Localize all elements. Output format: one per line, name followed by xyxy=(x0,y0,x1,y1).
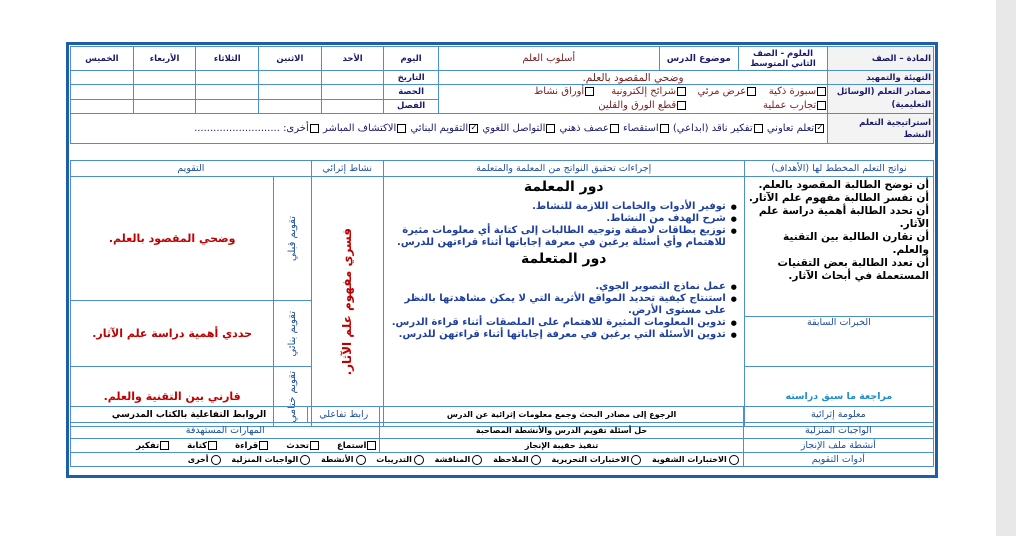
resource-item: قطع الورق والقلين xyxy=(567,99,687,113)
radio-icon xyxy=(414,455,424,465)
radio-icon xyxy=(300,455,310,465)
teacher-role-item: ● توفير الأدوات والخامات اللازمة للنشاط. xyxy=(388,201,726,213)
procedures-cell xyxy=(383,177,744,427)
homework-value: حل أسئلة تقويم الدرس والأنشطة المصاحبة xyxy=(380,423,743,439)
checkbox-icon xyxy=(677,87,686,96)
resource-item: شرائح إلكترونية xyxy=(595,85,687,99)
strategy-item: أخرى: ........................... xyxy=(194,123,320,134)
skill-item: استماع xyxy=(337,441,377,451)
skill-item: كتابة xyxy=(187,441,218,451)
strategy-item: ✓تعلم تعاوني xyxy=(767,123,825,134)
learner-role-item: ● تدوين المعلومات المثيرة للاهتمام على الملصقات أثناء قراءة الدرس. xyxy=(388,317,726,329)
strategy-item: عصف ذهني xyxy=(560,123,620,134)
resources-label: مصادر التعلم (الوسائل التعليمية) xyxy=(828,85,934,114)
lesson-header-table xyxy=(70,46,934,144)
portfolio-label: أنشطة ملف الإنجاز xyxy=(743,439,933,453)
evaluation-header: التقويم xyxy=(71,161,312,177)
day-sunday: الأحد xyxy=(321,47,384,71)
strategies-label: استراتيجية التعلم النشط xyxy=(828,114,934,144)
outcomes-header: نواتج التعلم المخطط لها (الأهداف) xyxy=(744,161,933,177)
strategy-item: استقصاء xyxy=(623,123,670,134)
resource-item: عرض مرئي xyxy=(687,85,757,99)
strategy-item: تفكير ناقد (ابداعي) xyxy=(673,123,764,134)
skills-label: المهارات المستهدفة xyxy=(71,423,380,439)
tool-item: الواجبات المنزلية xyxy=(231,455,312,464)
checkbox-icon xyxy=(310,441,319,450)
enrich-label: معلومة إثرائية xyxy=(743,407,933,423)
learner-role-item: ● تدوين الأسئلة التي يرغبن في معرفة إجاباتها أثناء قراءتهن للدرس. xyxy=(388,329,726,341)
prior-label: الخبرات السابقة xyxy=(744,317,933,367)
skill-item: تفكير xyxy=(136,441,170,451)
resources-cell xyxy=(438,85,827,114)
radio-icon xyxy=(631,455,641,465)
day-label: اليوم xyxy=(384,47,438,71)
teacher-role-item: ● توزيع بطاقات لاصقة وتوجيه الطالبات إلى كتابة أي معلومات مثيرة للاهتمام وأي أسئلة يرغبن في معرفة إجاباتها أثناء قراءتهن للدرس. xyxy=(388,225,726,249)
day-wednesday: الأربعاء xyxy=(133,47,196,71)
eval-type-summative: تقويم ختامي xyxy=(274,367,311,427)
subject-label: المادة – الصف xyxy=(828,47,934,71)
checkbox-checked-icon xyxy=(469,124,478,133)
radio-icon xyxy=(531,455,541,465)
radio-icon xyxy=(356,455,366,465)
objective-item: أن تفسر الطالبة مفهوم علم الآثار. xyxy=(748,192,929,204)
teacher-role-title: دور المعلمة xyxy=(523,179,604,195)
tools-label: أدوات التقويم xyxy=(743,453,933,467)
checkbox-icon xyxy=(160,441,169,450)
skill-item: تحدث xyxy=(286,441,320,451)
learner-role-title: دور المتعلمة xyxy=(520,251,607,267)
prep-label: التهيئة والتمهيد xyxy=(828,71,934,85)
radio-icon xyxy=(729,455,739,465)
procedures-header: إجراءات تحقيق النواتج من المعلمة والمتعلمة xyxy=(383,161,744,177)
enrich-value: الرجوع إلى مصادر البحث وجمع معلومات إثرائية عن الدرس xyxy=(380,407,743,423)
checkbox-icon xyxy=(817,101,826,110)
resource-item: أوراق نشاط xyxy=(507,85,595,99)
lesson-body-table xyxy=(70,160,934,427)
checkbox-icon xyxy=(367,441,376,450)
eval-text-pre: وضحي المقصود بالعلم. xyxy=(71,177,274,301)
activity-value: فسري مفهوم علم الآثار. xyxy=(340,227,355,376)
class-label: الفصل xyxy=(384,99,438,114)
objective-item: أن تحدد الطالبة أهمية دراسة علم الآثار. xyxy=(758,205,929,230)
resource-item: تجارب عملية xyxy=(687,99,827,113)
checkbox-icon xyxy=(660,124,669,133)
homework-label: الواجبات المنزلية xyxy=(743,423,933,439)
checkbox-icon xyxy=(610,124,619,133)
checkbox-icon xyxy=(747,87,756,96)
tool-item: أخرى xyxy=(188,455,223,464)
lesson-footer-table xyxy=(70,406,934,467)
checkbox-icon xyxy=(585,87,594,96)
portfolio-value: تنفيذ حقيبة الإنجاز xyxy=(380,439,743,453)
checkbox-icon xyxy=(754,124,763,133)
checkbox-icon xyxy=(677,101,686,110)
strategy-item: الاكتشاف المباشر xyxy=(323,123,407,134)
learner-role-item: ● عمل نماذج التصوير الجوي. xyxy=(388,281,726,293)
radio-icon xyxy=(472,455,482,465)
checkbox-icon xyxy=(310,124,319,133)
link-value: الروابط التفاعلية بالكتاب المدرسي xyxy=(71,407,308,423)
subject-value: العلوم - الصف الثاني المتوسط xyxy=(738,47,827,71)
tool-item: التدريبات xyxy=(376,455,426,464)
tool-item: الاختبارات الشفوية xyxy=(652,455,741,464)
objective-item: أن تقارن الطالبة بين التقنية والعلم. xyxy=(783,231,929,256)
eval-text-formative: حددي أهمية دراسة علم الآثار. xyxy=(71,301,274,367)
prep-value: وضحي المقصود بالعلم. xyxy=(438,71,827,85)
tool-item: الأنشطة xyxy=(321,455,368,464)
strategy-item: التواصل اللغوي xyxy=(482,123,556,134)
checkbox-icon xyxy=(208,441,217,450)
learner-role-item: ● استنتاج كيفية تحديد المواقع الأثرية التي لا يمكن مشاهدتها بالنظر على مستوى الأرض. xyxy=(388,293,726,317)
lesson-value: أسلوب العلم xyxy=(438,47,659,71)
activity-cell xyxy=(311,177,383,427)
objective-item: أن توضح الطالبة المقصود بالعلم. xyxy=(758,179,929,191)
date-label: التاريخ xyxy=(384,71,438,85)
eval-type-formative: تقويم بنائي xyxy=(274,301,311,367)
objective-item: أن تعدد الطالبة بعض التقنيات المستعملة في أبحاث الآثار. xyxy=(777,257,929,282)
checkbox-icon xyxy=(397,124,406,133)
resource-item: سبورة ذكية xyxy=(757,85,827,99)
period-label: الحصة xyxy=(384,85,438,100)
checkbox-icon xyxy=(546,124,555,133)
day-monday: الاثنين xyxy=(259,47,322,71)
link-label: رابط تفاعلي xyxy=(308,407,380,423)
teacher-role-item: ● شرح الهدف من النشاط. xyxy=(388,213,726,225)
activity-header: نشاط إثرائي xyxy=(311,161,383,177)
skill-item: قراءة xyxy=(235,441,269,451)
tool-item: الاختبارات التحريرية xyxy=(551,455,643,464)
teacher-role-list xyxy=(388,201,740,249)
day-thursday: الخميس xyxy=(71,47,134,71)
checkbox-icon xyxy=(817,87,826,96)
skills-cell xyxy=(71,439,380,453)
eval-text-summative: قارني بين التقنية والعلم. xyxy=(71,367,274,427)
tool-item: الملاحظة xyxy=(493,455,543,464)
day-tuesday: الثلاثاء xyxy=(196,47,259,71)
radio-icon xyxy=(211,455,221,465)
lesson-label: موضوع الدرس xyxy=(659,47,738,71)
checkbox-icon xyxy=(259,441,268,450)
strategies-cell xyxy=(71,114,828,144)
tools-cell xyxy=(71,453,744,467)
checkbox-checked-icon xyxy=(815,124,824,133)
strategy-item: ✓التقويم البنائي xyxy=(410,123,479,134)
tool-item: المناقشة xyxy=(435,455,485,464)
learner-role-list xyxy=(388,281,740,341)
prior-value: مراجعة ما سبق دراسته xyxy=(744,367,933,427)
eval-type-pre: تقويم قبلي xyxy=(274,177,311,301)
objectives-cell xyxy=(744,177,933,317)
